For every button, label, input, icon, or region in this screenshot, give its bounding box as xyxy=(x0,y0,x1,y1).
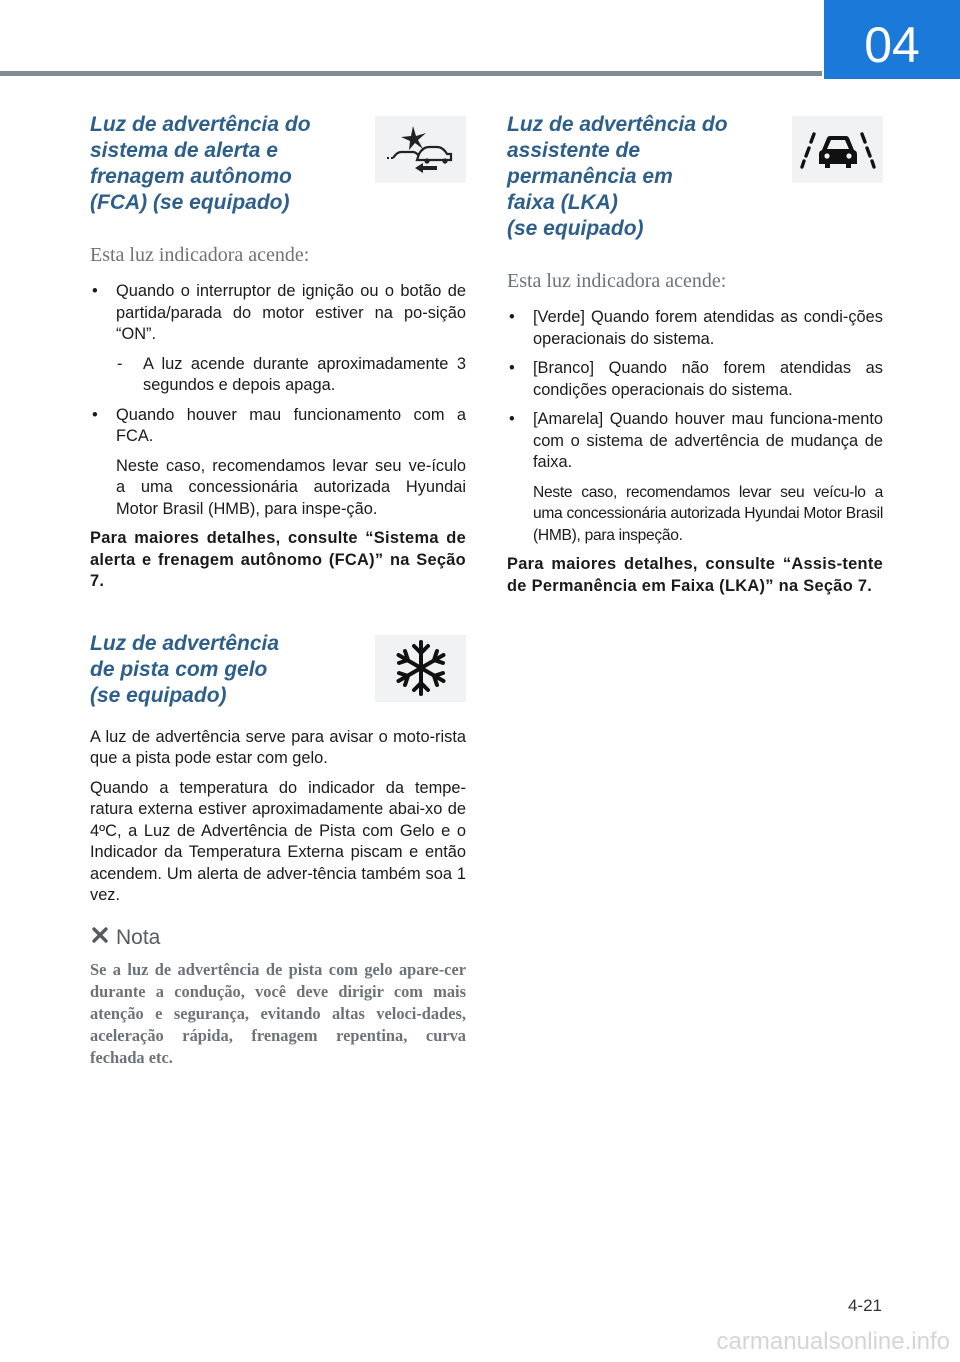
note-text: Se a luz de advertência de pista com gelo apare-cer durante a condução, você deve dirigir com mais atenção e segurança, evitando altas veloci-dades, aceleração rápida, frenagem repentina, curva fechada etc. xyxy=(90,959,466,1067)
lka-title: Luz de advertência do assistente de permanência em faixa (LKA) (se equipado) xyxy=(507,113,728,240)
lka-section-header xyxy=(507,112,883,242)
lka-subtitle: Esta luz indicadora acende: xyxy=(507,270,727,292)
list-item: • Quando o interruptor de ignição ou o botão de partida/parada do motor estiver na po-sição “ON”. xyxy=(90,281,466,346)
list-item: • [Verde] Quando forem atendidas as condi-ções operacionais do sistema. xyxy=(507,307,883,350)
note-star-icon xyxy=(90,925,110,951)
fca-title: Luz de advertência do sistema de alerta e frenagem autônomo (FCA) (se equipado) xyxy=(90,113,311,214)
note-heading xyxy=(90,925,466,951)
fca-section-header xyxy=(90,112,466,216)
collision-warning-icon xyxy=(375,116,466,183)
list-subitem: - A luz acende durante aproximadamente 3 segundos e depois apaga. xyxy=(90,354,466,397)
watermark: carmanualsonline.info xyxy=(716,1328,950,1355)
list-item: • [Amarela] Quando houver mau funciona-mento com o sistema de advertência de mudança de faixa. xyxy=(507,409,883,474)
note-label: Nota xyxy=(116,925,161,949)
ice-paragraph-1: A luz de advertência serve para avisar o moto-rista que a pista pode estar com gelo. xyxy=(90,727,466,767)
fca-list-2 xyxy=(90,405,466,448)
fca-subtitle: Esta luz indicadora acende: xyxy=(90,244,310,266)
fca-list xyxy=(90,281,466,346)
snowflake-icon xyxy=(375,635,466,702)
fca-bullet-extra: Neste caso, recomendamos levar seu ve-ículo a uma concessionária autorizada Hyundai Motor Brasil (HMB), para inspe-ção. xyxy=(116,456,466,518)
list-item: • Quando houver mau funcionamento com a FCA. xyxy=(90,405,466,448)
lka-list xyxy=(507,307,883,474)
ice-title: Luz de advertência de pista com gelo (se equipado) xyxy=(90,631,280,707)
ice-section-header xyxy=(90,631,466,709)
chapter-tab: 04 xyxy=(824,0,960,79)
lka-bullet-extra: Neste caso, recomendamos levar seu veícu-lo a uma concessionária autorizada Hyundai Motor Brasil (HMB), para inspeção. xyxy=(533,483,883,544)
fca-details: Para maiores detalhes, consulte “Sistema de alerta e frenagem autônomo (FCA)” na Seção 7. xyxy=(90,529,466,590)
list-item: • [Branco] Quando não forem atendidas as condições operacionais do sistema. xyxy=(507,358,883,401)
header-rule xyxy=(0,71,822,76)
lane-keeping-icon xyxy=(792,116,883,183)
lka-details: Para maiores detalhes, consulte “Assis-tente de Permanência em Faixa (LKA)” na Seção 7. xyxy=(507,555,883,595)
ice-paragraph-2: Quando a temperatura do indicador da tempe-ratura externa estiver aproximadamente abai-xo de 4ºC, a Luz de Advertência de Pista com Gelo e o Indicador da Temperatura Externa piscam e então acendem. Um alerta de adver-tência também soa 1 vez. xyxy=(90,778,466,904)
page-number: 4-21 xyxy=(847,1296,882,1315)
right-column xyxy=(507,112,883,605)
left-column xyxy=(90,112,466,1069)
